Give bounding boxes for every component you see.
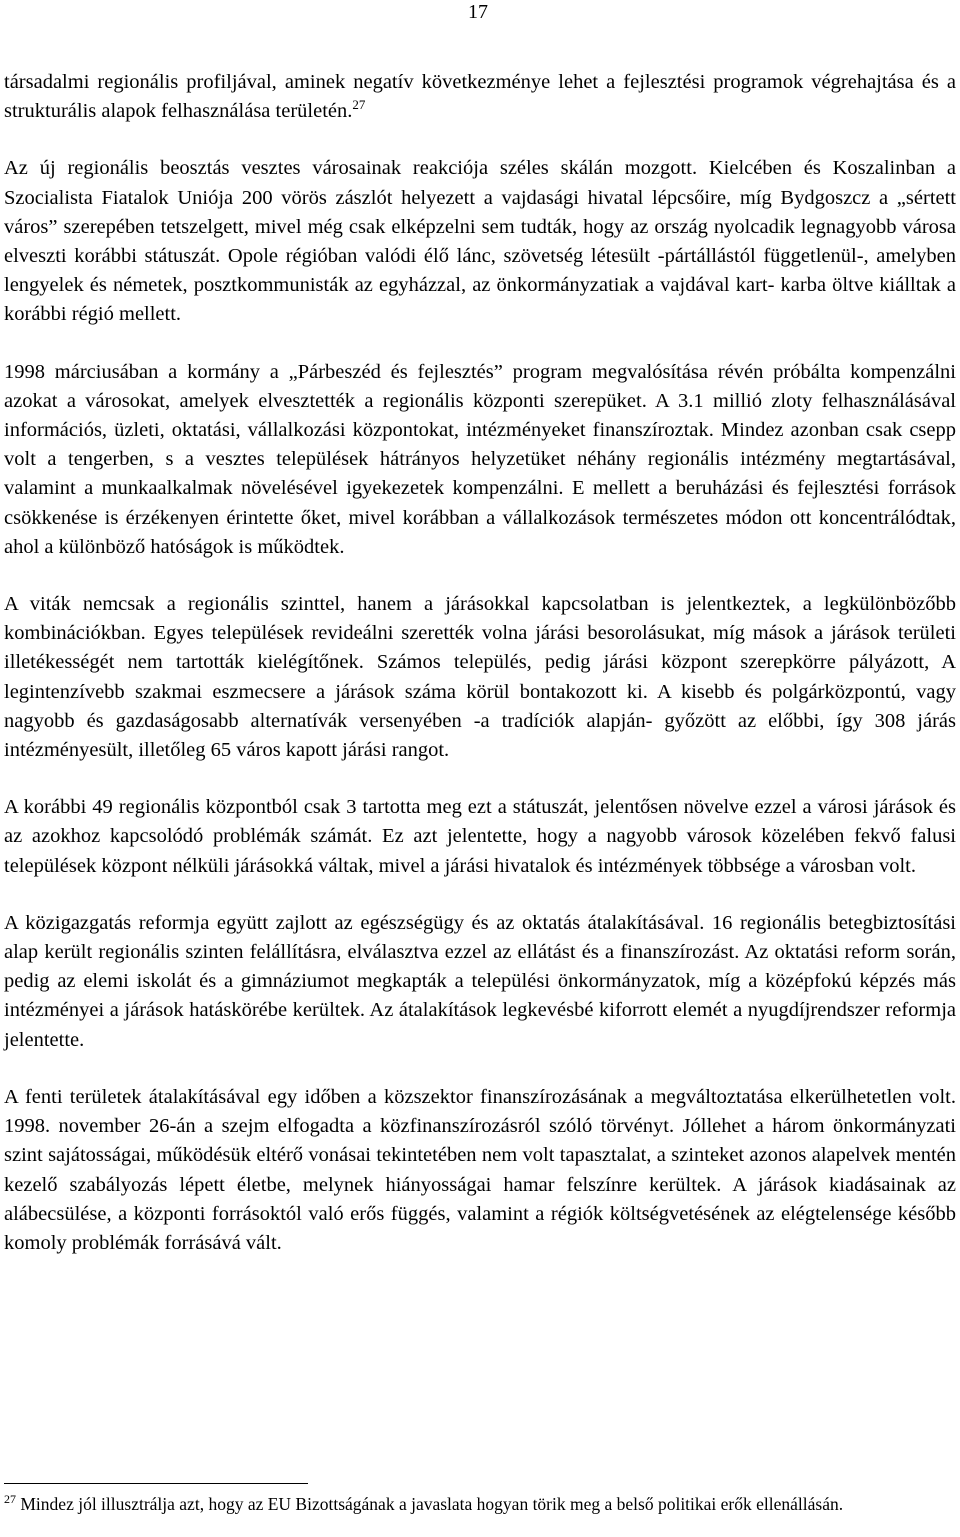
paragraph-6: A közigazgatás reformja együtt zajlott az egészségügy és az oktatás átalakításával. 16 regionális betegbiztosítási alap került regionális szinten felállításra, elválasztva ezzel az ellátást és a finanszírozást. Az oktatási reform során, pedig az elemi iskolát és a gimnáziumot megkapták a települési önkormányzatok, míg a középfokú képzés más intézményei a járások hatáskörébe kerültek. Az átalakítások legkevésbé kiforrott elemét a nyugdíjrendszer reformja jelentette.	[4, 911, 956, 1051]
paragraph-text: társadalmi regionális profiljával, aminek negatív következménye lehet a fejlesztési programok végrehajtása és a strukturális alapok felhasználása területén.	[4, 71, 956, 123]
footnote-separator	[4, 1483, 308, 1484]
page-number: 17	[468, 1, 488, 23]
footnote-text: Mindez jól illusztrálja azt, hogy az EU Bizottságának a javaslata hogyan törik meg a belső politikai erők ellenállásán.	[20, 1494, 844, 1514]
paragraph-7: A fenti területek átalakításával egy időben a közszektor finanszírozásának a megváltoztatása elkerülhetetlen volt. 1998. november 26-án a szejm elfogadta a közfinanszírozásról szóló törvényt. Jóllehet a három önkormányzati szint sajátosságai, működésük eltérő vonásai tekintetében nem volt tapasztalat, a szinteket azonos alapelvek mentén kezelő szabályozás lépett életbe, melynek hiányosságai hamar felszínre kerültek. A járások kiadásainak az alábecsülése, a központi forrásoktól való erős függés, valamint a régiók költségvetésének az elégtelensége később komoly problémák forrásává vált.	[4, 1085, 956, 1254]
paragraph-1	[4, 68, 956, 126]
paragraph-4: A viták nemcsak a regionális szinttel, hanem a járásokkal kapcsolatban is jelentkeztek, a legkülönbözőbb kombinációkban. Egyes települések revideálni szerették volna járási besorolásukat, míg mások a járások területi illetékességét nem tartották kielégítőnek. Számos település, pedig járási központ szerepkörre pályázott, A legintenzívebb szakmai eszmecsere a járások száma körül bontakozott ki. A kisebb és polgárközpontú, vagy nagyobb és gazdaságosabb alternatívák versenyében -a tradíciók alapján- győzött az előbbi, így 308 járás intézményesült, illetőleg 65 város kapott járási rangot.	[4, 593, 956, 762]
footnote	[4, 1492, 956, 1516]
paragraph-5: A korábbi 49 regionális központból csak 3 tartotta meg ezt a státuszát, jelentősen növelve ezzel a városi járások és az azokhoz kapcsolódó problémák számát. Ez azt jelentette, hogy a nagyobb városok közelében fekvő falusi települések központ nélküli járásokká váltak, mivel a járási hivatalok és intézmények többsége a városban volt.	[4, 796, 956, 877]
main-text	[4, 68, 956, 1258]
footnote-number: 27	[4, 1492, 16, 1507]
footnote-reference[interactable]: 27	[352, 97, 366, 113]
paragraph-3: 1998 márciusában a kormány a „Párbeszéd és fejlesztés” program megvalósítása révén próbálta kompenzálni azokat a városokat, amelyek elvesztették a regionális központi szerepüket. A 3.1 millió zloty felhasználásával információs, üzleti, oktatási, vállalkozási központokat, intézményeket finanszíroztak. Mindez azonban csak csepp volt a tengerben, s a vesztes települések hátrányos helyzetüket néhány regionális intézmény megtartásával, valamint a munkaalkalmak növelésével igyekezetek kompenzálni. E mellett a beruházási és fejlesztési források csökkenése is érzékenyen érintette őket, mivel korábban a vállalkozások természetes módon ott koncentrálódtak, ahol a különböző hatóságok is működtek.	[4, 360, 956, 558]
paragraph-2: Az új regionális beosztás vesztes városainak reakciója széles skálán mozgott. Kielcében és Koszalinban a Szocialista Fiatalok Uniója 200 vörös zászlót helyezett a vajdasági hivatal lépcsőire, míg Bydgoszcz a „sértett város” szerepében tetszelgett, mivel még csak elképzelni sem tudták, hogy az ország nyolcadik legnagyobb városa elveszti korábbi státuszát. Opole régióban valódi élő lánc, szövetség létesült -pártállástól függetlenül-, amelyben lengyelek és németek, posztkommunisták az egyházzal, az önkormányzatiak a vajdával kart- karba öltve kiálltak a korábbi régió mellett.	[4, 157, 956, 326]
